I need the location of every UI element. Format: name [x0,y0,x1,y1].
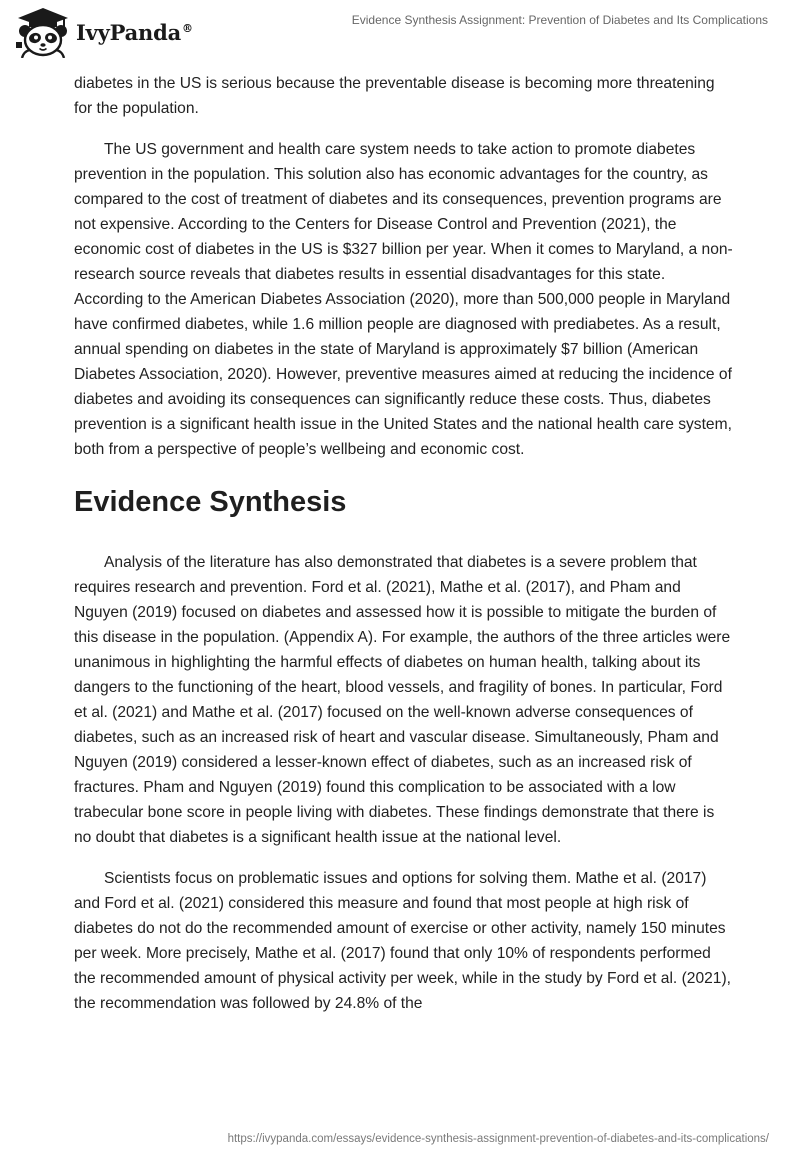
paragraph-economic-cost: The US government and health care system needs to take action to promote diabetes prevention in the population. This solution also has economic advantages for the country, as compared to the cost of treatment of diabetes and its consequences, prevention programs are not expensive. According to the Centers for Disease Control and Prevention (2021), the economic cost of diabetes in the US is $327 billion per year. When it comes to Maryland, a non-research source reveals that diabetes results in essential disadvantages for this state. According to the American Diabetes Association (2020), more than 500,000 people in Maryland have confirmed diabetes, while 1.6 million people are diagnosed with prediabetes. As a result, annual spending on diabetes in the state of Maryland is approximately $7 billion (American Diabetes Association, 2020). However, preventive measures aimed at reducing the incidence of diabetes and avoiding its consequences can significantly reduce these costs. Thus, diabetes prevention is a significant health issue in the United States and the national health care system, both from a perspective of people’s wellbeing and economic cost. [74,141,733,458]
essay-body [74,71,734,1032]
document-title: Evidence Synthesis Assignment: Prevention of Diabetes and Its Complications [351,13,768,27]
paragraph-literature-analysis: Analysis of the literature has also demonstrated that diabetes is a severe problem that requires research and prevention. Ford et al. (2021), Mathe et al. (2017), and Pham and Nguyen (2019) focused on diabetes and assessed how it is possible to mitigate the burden of this disease in the population. (Appendix A). For example, the authors of the three articles were unanimous in highlighting the harmful effects of diabetes on human health, talking about its dangers to the functioning of the heart, blood vessels, and fragility of bones. In particular, Ford et al. (2021) and Mathe et al. (2017) focused on the well-known adverse consequences of diabetes, such as an increased risk of heart and vascular disease. Simultaneously, Pham and Nguyen (2019) considered a lesser-known effect of diabetes, such as an increased risk of fractures. Pham and Nguyen (2019) found this complication to be associated with a low trabecular bone score in people living with diabetes. These findings demonstrate that there is no doubt that diabetes is a significant health issue at the national level. [74,554,731,846]
registered-mark: ® [182,21,193,35]
page-header [0,0,800,62]
brand-logo[interactable] [14,6,193,58]
paragraph-continuation: diabetes in the US is serious because the preventable disease is becoming more threatening for the population. [74,75,715,117]
brand-name: IvyPanda® [76,19,193,45]
panda-graduate-icon [14,6,72,58]
paragraph-physical-activity: Scientists focus on problematic issues and options for solving them. Mathe et al. (2017) and Ford et al. (2021) considered this measure and found that most people at high risk of diabetes do not do the recommended amount of exercise or other activity, namely 150 minutes per week. More precisely, Mathe et al. (2017) found that only 10% of respondents performed the recommended amount of physical activity per week, while in the study by Ford et al. (2021), the recommendation was followed by 24.8% of the [74,870,731,1012]
section-heading: Evidence Synthesis [74,486,347,518]
source-url[interactable]: https://ivypanda.com/essays/evidence-synthesis-assignment-prevention-of-diabetes-and-its-complications/ [227,1133,769,1145]
